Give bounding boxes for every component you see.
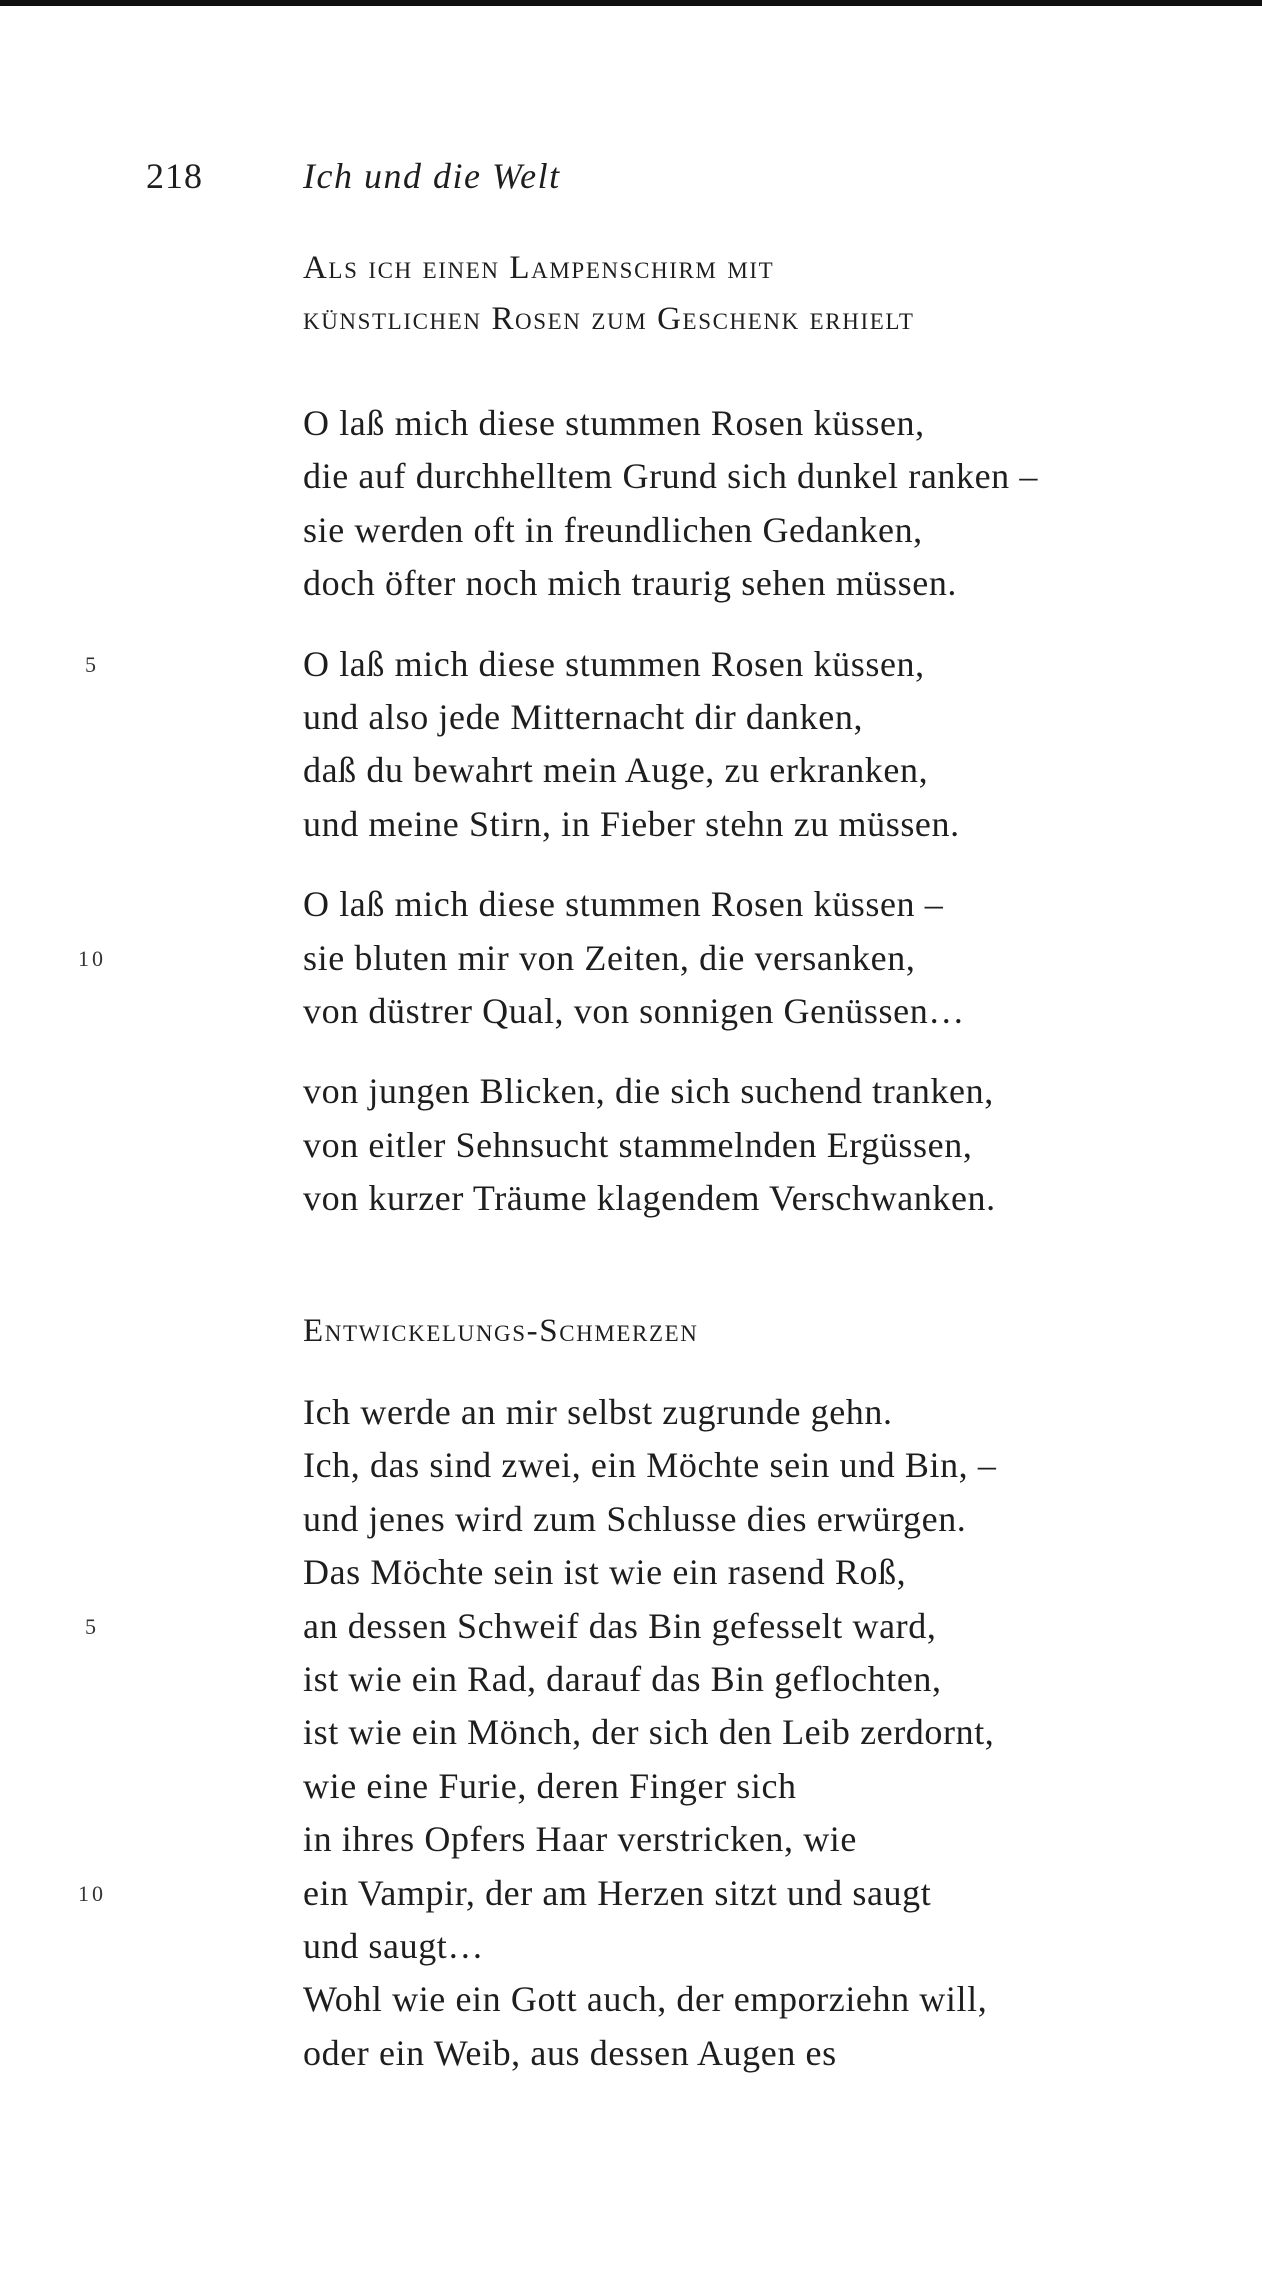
verse-text: in ihres Opfers Haar verstricken, wie bbox=[303, 1819, 857, 1860]
stanza bbox=[0, 1065, 1262, 1225]
verse-text: und also jede Mitternacht dir danken, bbox=[303, 696, 864, 737]
verse-text: O laß mich diese stummen Rosen küssen, bbox=[303, 403, 925, 443]
verse-line bbox=[0, 557, 1262, 610]
verse-text: und saugt… bbox=[303, 1925, 484, 1966]
verse-line bbox=[0, 691, 1262, 744]
verse-line bbox=[0, 798, 1262, 851]
poem-lampenschirm bbox=[0, 243, 1262, 1225]
verse-text: O laß mich diese stummen Rosen küssen – bbox=[303, 884, 944, 925]
verse-line bbox=[0, 932, 1262, 985]
verse-line bbox=[0, 397, 1262, 450]
verse-text: O laß mich diese stummen Rosen küssen, bbox=[303, 643, 925, 684]
verse-line bbox=[0, 504, 1262, 557]
verse-text: doch öfter noch mich traurig sehen müssen. bbox=[303, 563, 958, 604]
verse-line bbox=[0, 1867, 1262, 1920]
verse-line bbox=[0, 1760, 1262, 1813]
verse-text: ist wie ein Rad, darauf das Bin geflochten, bbox=[303, 1658, 942, 1699]
line-number: 10 bbox=[78, 945, 106, 971]
verse-line bbox=[0, 2027, 1262, 2080]
verse-text: an dessen Schweif das Bin gefesselt ward, bbox=[303, 1605, 937, 1646]
verse-text: und meine Stirn, in Fieber stehn zu müssen. bbox=[303, 803, 960, 844]
verse-line bbox=[0, 1493, 1262, 1546]
verse-line bbox=[0, 1653, 1262, 1706]
verse-text: von kurzer Träume klagendem Verschwanken. bbox=[303, 1178, 996, 1219]
verse-line bbox=[0, 1600, 1262, 1653]
verse-text: sie werden oft in freundlichen Gedanken, bbox=[303, 509, 923, 550]
verse-text: Das Möchte sein ist wie ein rasend Roß, bbox=[303, 1552, 907, 1593]
running-header bbox=[0, 150, 1262, 203]
poem-title-line: Entwickelungs-Schmerzen bbox=[303, 1313, 699, 1349]
line-number: 5 bbox=[85, 651, 99, 677]
verse-text: Ich werde an mir selbst zugrunde gehn. bbox=[303, 1392, 893, 1432]
stanza bbox=[0, 878, 1262, 1038]
poem-title-line: Als ich einen Lampenschirm mit bbox=[303, 250, 775, 286]
scan-edge-bar bbox=[0, 0, 1262, 6]
verse-text: oder ein Weib, aus dessen Augen es bbox=[303, 2032, 837, 2073]
verse-text: von düstrer Qual, von sonnigen Genüssen… bbox=[303, 990, 965, 1031]
verse-line bbox=[0, 744, 1262, 797]
verse-text: wie eine Furie, deren Finger sich bbox=[303, 1765, 797, 1806]
verse-text: ist wie ein Mönch, der sich den Leib zerdornt, bbox=[303, 1712, 995, 1753]
verse-text: Wohl wie ein Gott auch, der emporziehn will, bbox=[303, 1979, 988, 2020]
verse-line bbox=[0, 878, 1262, 931]
poem-title bbox=[303, 243, 1262, 345]
verse-line bbox=[0, 1119, 1262, 1172]
verse-line bbox=[0, 985, 1262, 1038]
line-number: 10 bbox=[78, 1880, 106, 1906]
poem-title bbox=[303, 1306, 1262, 1357]
verse-text: sie bluten mir von Zeiten, die versanken, bbox=[303, 937, 916, 978]
verse-line bbox=[0, 1065, 1262, 1118]
verse-text: und jenes wird zum Schlusse dies erwürgen. bbox=[303, 1498, 967, 1539]
verse-text: von eitler Sehnsucht stammelnden Ergüssen, bbox=[303, 1124, 973, 1165]
verse-line bbox=[0, 1920, 1262, 1973]
verse-text: ein Vampir, der am Herzen sitzt und saugt bbox=[303, 1872, 932, 1913]
verse-line bbox=[0, 1706, 1262, 1759]
verse-line bbox=[0, 1813, 1262, 1866]
poem-title-line: künstlichen Rosen zum Geschenk erhielt bbox=[303, 301, 915, 337]
verse-text: die auf durchhelltem Grund sich dunkel ranken – bbox=[303, 456, 1038, 497]
verse-line bbox=[0, 450, 1262, 503]
verse-text: daß du bewahrt mein Auge, zu erkranken, bbox=[303, 750, 929, 791]
stanza bbox=[0, 1386, 1262, 2080]
verse-text: Ich, das sind zwei, ein Möchte sein und Bin, – bbox=[303, 1445, 997, 1486]
stanza bbox=[0, 397, 1262, 611]
verse-line bbox=[0, 638, 1262, 691]
line-number: 5 bbox=[85, 1613, 99, 1639]
page-number: 218 bbox=[146, 156, 203, 196]
verse-line bbox=[0, 1439, 1262, 1492]
stanza bbox=[0, 638, 1262, 852]
verse-line bbox=[0, 1546, 1262, 1599]
verse-line bbox=[0, 1386, 1262, 1439]
verse-text: von jungen Blicken, die sich suchend tranken, bbox=[303, 1071, 994, 1112]
running-title: Ich und die Welt bbox=[303, 156, 561, 196]
verse-line bbox=[0, 1973, 1262, 2026]
poem-entwickelungs-schmerzen bbox=[0, 1306, 1262, 2080]
verse-line bbox=[0, 1172, 1262, 1225]
